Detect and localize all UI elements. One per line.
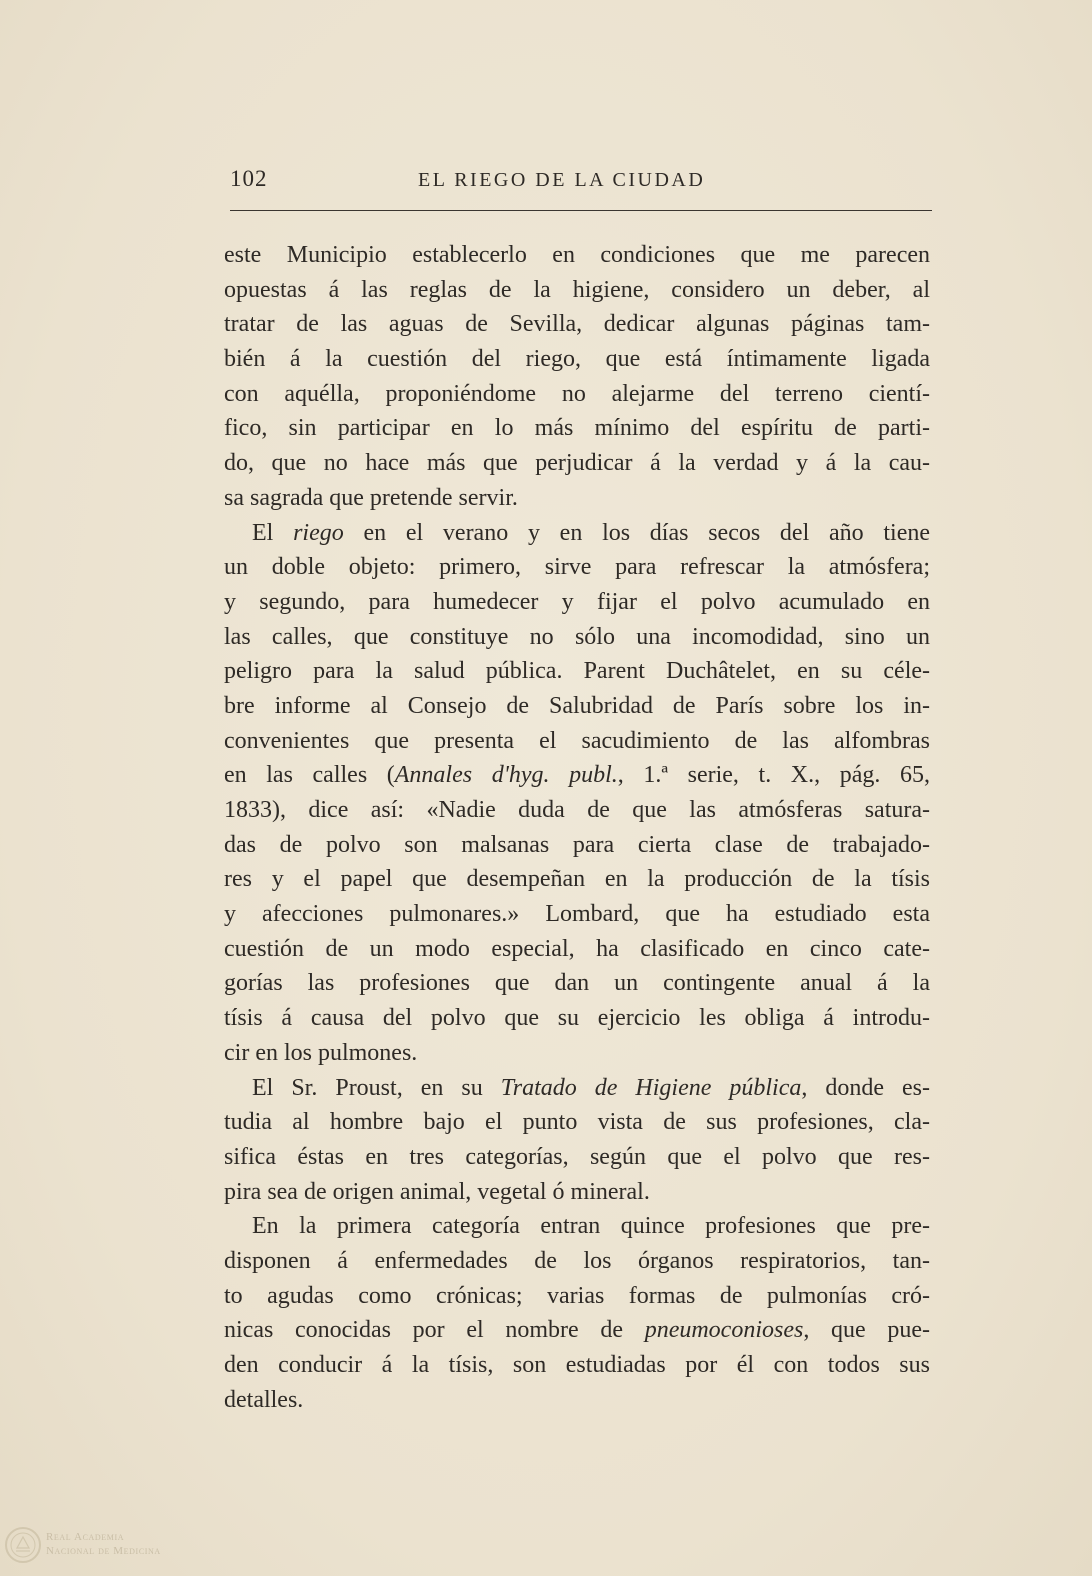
page-number: 102 — [230, 166, 268, 191]
text-line: den conducir á la tísis, son estudiadas por él con todos sus — [224, 1352, 930, 1378]
text-line: to agudas como crónicas; varias formas de pulmonías cró- — [224, 1282, 930, 1309]
paragraph-start-line — [224, 1071, 930, 1106]
text-line: tudia al hombre bajo el punto vista de sus profesiones, cla- — [224, 1109, 930, 1136]
text-line: bre informe al Consejo de Salubridad de París sobre los in- — [224, 692, 930, 719]
text-line: do, que no hace más que perjudicar á la verdad y á la cau- — [224, 450, 930, 477]
header-title: EL RIEGO DE LA CIUDAD — [418, 169, 706, 191]
stamp-line: Real Academia — [46, 1531, 125, 1543]
text-span: , que pue- — [803, 1317, 930, 1344]
text-line: sa sagrada que pretende servir. — [224, 484, 518, 511]
text-line: 1833), dice así: «Nadie duda de que las atmósferas satura- — [224, 797, 930, 823]
citation-line — [224, 758, 930, 793]
text-span: El Sr. Proust, en su — [252, 1074, 483, 1101]
text-line: y afecciones pulmonares.» Lombard, que ha estudiado esta — [224, 901, 930, 928]
text-line: opuestas á las reglas de la higiene, considero un deber, al — [224, 276, 930, 303]
text-line: das de polvo son malsanas para cierta clase de trabajado- — [224, 831, 930, 858]
text-line: con aquélla, proponiéndome no alejarme del terreno cientí- — [224, 380, 930, 407]
italic-term: riego — [293, 519, 344, 546]
text-span: El — [252, 519, 274, 546]
text-line: las calles, que constituye no sólo una incomodidad, sino un — [224, 623, 930, 650]
header-rule — [230, 210, 932, 211]
text-line: cuestión de un modo especial, ha clasificado en cinco cate- — [224, 935, 930, 962]
text-span: en el verano y en los días secos del año tiene — [363, 519, 930, 546]
text-span: en las calles ( — [224, 762, 395, 789]
stamp-text — [46, 1530, 161, 1558]
text-line: este Municipio establecerlo en condiciones que me parecen — [224, 242, 930, 268]
paragraph-start-line: En la primera categoría entran quince profesiones que pre- — [252, 1213, 930, 1240]
running-head — [230, 166, 932, 200]
academy-seal-icon — [4, 1526, 42, 1564]
text-line: sifica éstas en tres categorías, según que el polvo que res- — [224, 1143, 930, 1170]
italic-term: pneumoconioses — [644, 1317, 804, 1344]
text-line: un doble objeto: primero, sirve para refrescar la atmósfera; — [224, 554, 930, 581]
text-line: disponen á enfermedades de los órganos respiratorios, tan- — [224, 1247, 930, 1274]
text-line: bién á la cuestión del riego, que está íntimamente ligada — [224, 346, 930, 373]
text-line: convenientes que presenta el sacudimiento de las alfombras — [224, 727, 930, 754]
text-line: fico, sin participar en lo más mínimo del espíritu de parti- — [224, 415, 930, 442]
italic-title: Tratado de Higiene pública — [500, 1074, 802, 1101]
text-line: y segundo, para humedecer y fijar el polvo acumulado en — [224, 588, 930, 615]
text-span: , donde es- — [801, 1074, 931, 1101]
text-line: tratar de las aguas de Sevilla, dedicar algunas páginas tam- — [224, 311, 930, 338]
stamp-line: Nacional de Medicina — [46, 1545, 161, 1557]
text-line: cir en los pulmones. — [224, 1039, 418, 1066]
library-stamp — [4, 1524, 194, 1572]
text-line: peligro para la salud pública. Parent Duchâtelet, en su céle- — [224, 658, 930, 685]
paragraph-start-line — [224, 516, 930, 551]
text-span: nicas conocidas por el nombre de — [224, 1317, 623, 1344]
text-line: detalles. — [224, 1386, 304, 1413]
body-text — [224, 238, 930, 1417]
text-line: res y el papel que desempeñan en la producción de la tísis — [224, 866, 930, 893]
text-line: gorías las profesiones que dan un contingente anual á la — [224, 970, 930, 997]
text-line: tísis á causa del polvo que su ejercicio les obliga á introdu- — [224, 1005, 930, 1032]
text-line: pira sea de origen animal, vegetal ó mineral. — [224, 1178, 650, 1205]
italic-citation: Annales d'hyg. publ. — [394, 762, 618, 789]
text-span: , 1.ª serie, t. X., pág. 65, — [617, 762, 930, 789]
term-line — [224, 1313, 930, 1348]
